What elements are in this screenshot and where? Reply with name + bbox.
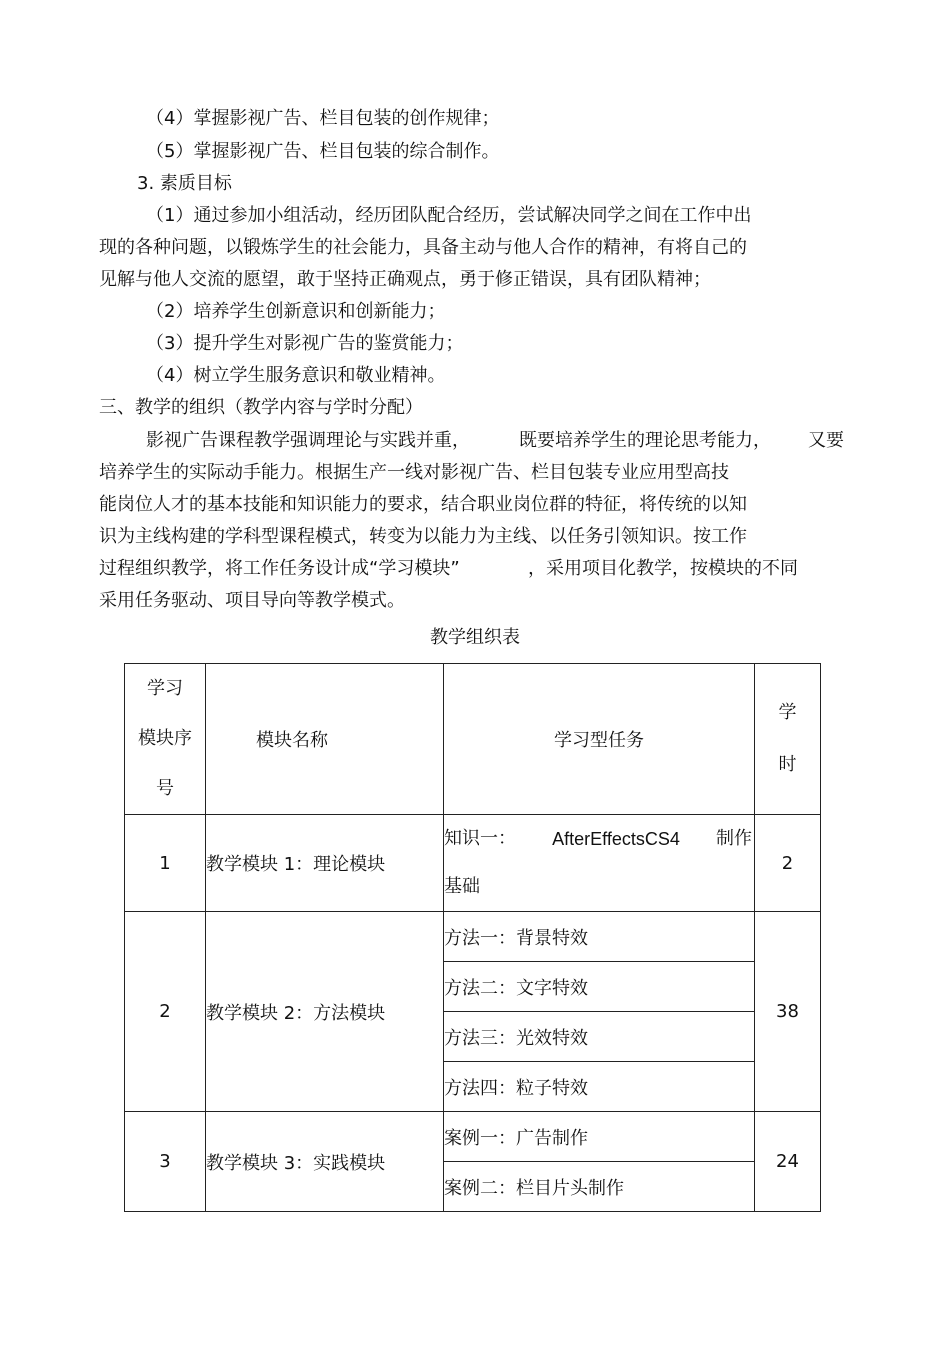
header-module-name: 模块名称 [206, 664, 444, 815]
module-name: 教学模块 1：理论模块 [206, 815, 444, 912]
organization-paragraph-line-5b: ，采用项目化教学，按模块的不同 [528, 558, 798, 579]
organization-paragraph-line-3: 能岗位人才的基本技能和知识能力的要求，结合职业岗位群的特征，将传统的以知 [99, 494, 747, 515]
module-name: 教学模块 3：实践模块 [206, 1112, 444, 1212]
header-module-seq-line-1: 学习 [147, 678, 183, 699]
module-name: 教学模块 2：方法模块 [206, 912, 444, 1112]
module-number: 1 [125, 815, 206, 912]
organization-paragraph-line-1a: 影视广告课程教学强调理论与实践并重， [146, 430, 470, 451]
task-software: AfterEffectsCS4 [552, 829, 680, 849]
organization-paragraph-line-2: 培养学生的实际动手能力。根据生产一线对影视广告、栏目包装专业应用型高技 [99, 462, 729, 483]
organization-paragraph-line-4: 识为主线构建的学科型课程模式，转变为以能力为主线、以任务引领知识。按工作 [99, 526, 747, 547]
objective-line-4: （4）掌握影视广告、栏目包装的创作规律； [146, 108, 500, 129]
task-label: 知识一： [444, 828, 516, 849]
learning-task: 方法四：粒子特效 [444, 1062, 755, 1112]
organization-paragraph-line-6: 采用任务驱动、项目导向等教学模式。 [99, 590, 405, 611]
section-heading-organization: 三、教学的组织（教学内容与学时分配） [99, 397, 423, 418]
module-hours: 2 [755, 815, 821, 912]
header-learning-task: 学习型任务 [444, 664, 755, 815]
header-hours [755, 664, 821, 815]
learning-task: 方法一：背景特效 [444, 912, 755, 962]
learning-task [444, 815, 755, 912]
module-number: 3 [125, 1112, 206, 1212]
section-heading-quality-goals: 3. 素质目标 [137, 173, 232, 194]
learning-task: 方法二：文字特效 [444, 962, 755, 1012]
header-hours-line-1: 学 [778, 702, 797, 723]
organization-paragraph-line-5a: 过程组织教学，将工作任务设计成“学习模块” [99, 558, 460, 579]
quality-goal-2: （2）培养学生创新意识和创新能力； [146, 301, 446, 322]
table-row [125, 1112, 821, 1162]
task-continuation: 基础 [444, 876, 480, 897]
quality-goal-3: （3）提升学生对影视广告的鉴赏能力； [146, 333, 464, 354]
module-hours: 24 [755, 1112, 821, 1212]
quality-goal-1-line-1: （1）通过参加小组活动，经历团队配合经历，尝试解决同学之间在工作中出 [146, 205, 752, 226]
quality-goal-1-line-2: 现的各种问题，以锻炼学生的社会能力，具备主动与他人合作的精神，有将自己的 [99, 237, 747, 258]
header-hours-line-2: 时 [778, 754, 797, 775]
module-hours: 38 [755, 912, 821, 1112]
table-row [125, 912, 821, 962]
header-module-seq-line-3: 号 [156, 778, 174, 799]
module-number: 2 [125, 912, 206, 1112]
table-header-row [125, 664, 821, 815]
organization-paragraph-line-1c: 又要 [808, 430, 844, 451]
objective-line-5: （5）掌握影视广告、栏目包装的综合制作。 [146, 141, 500, 162]
header-module-seq-line-2: 模块序 [138, 728, 192, 749]
learning-task: 方法三：光效特效 [444, 1012, 755, 1062]
learning-task: 案例二：栏目片头制作 [444, 1162, 755, 1212]
table-caption: 教学组织表 [430, 627, 520, 648]
organization-paragraph-line-1b: 既要培养学生的理论思考能力， [519, 430, 771, 451]
quality-goal-1-line-3: 见解与他人交流的愿望，敢于坚持正确观点，勇于修正错误，具有团队精神； [99, 269, 711, 290]
teaching-organization-table [124, 663, 821, 1212]
quality-goal-4: （4）树立学生服务意识和敬业精神。 [146, 365, 446, 386]
task-suffix: 制作 [715, 828, 752, 849]
header-module-seq [125, 664, 206, 815]
table-row [125, 815, 821, 912]
learning-task: 案例一：广告制作 [444, 1112, 755, 1162]
